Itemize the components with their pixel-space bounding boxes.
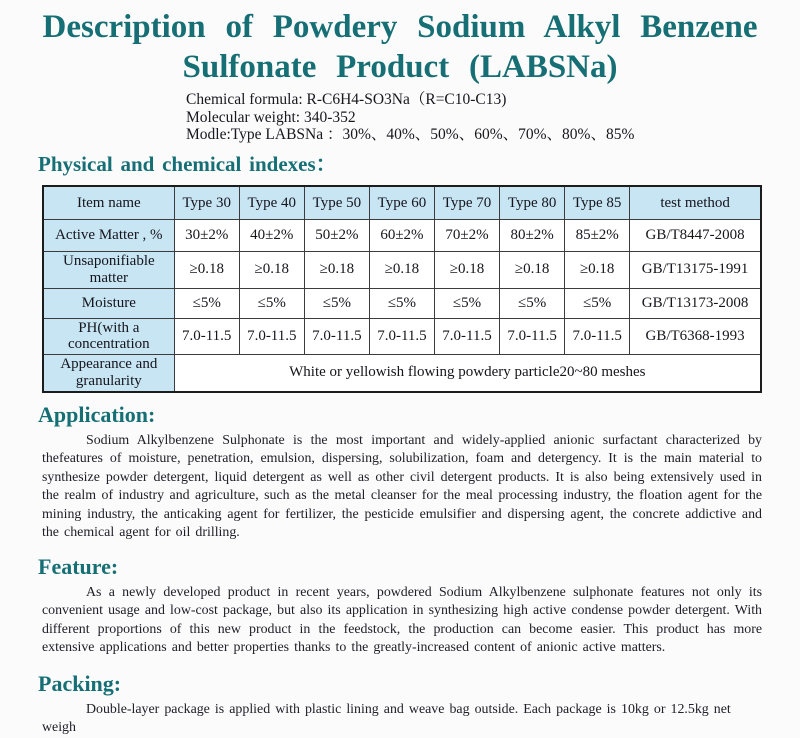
column-header: Type 85 (565, 186, 630, 219)
product-info-block (186, 91, 800, 143)
value-cell: ≥0.18 (500, 251, 565, 288)
value-cell: 7.0-11.5 (239, 318, 304, 355)
value-cell: ≤5% (434, 288, 499, 318)
value-cell: ≥0.18 (174, 251, 239, 288)
feature-heading: Feature: (38, 553, 119, 579)
value-cell: 70±2% (434, 219, 499, 251)
value-cell: ≥0.18 (369, 251, 434, 288)
test-method-cell: GB/T13175-1991 (630, 251, 761, 288)
row-item-name: Unsaponifiable matter (43, 251, 174, 288)
chemical-formula-line: Chemical formula: R-C6H4-SO3Na（R=C10-C13) (186, 91, 507, 109)
row-item-name: Moisture (43, 288, 174, 318)
column-header: Type 50 (304, 186, 369, 219)
value-cell: ≥0.18 (304, 251, 369, 288)
value-cell: ≤5% (565, 288, 630, 318)
test-method-cell: GB/T13173-2008 (630, 288, 761, 318)
table-row (43, 355, 761, 392)
value-cell: 7.0-11.5 (304, 318, 369, 355)
feature-section (0, 554, 800, 658)
page-title-line1: Description of Powdery Sodium Alkyl Benzene (42, 9, 758, 45)
application-text: Sodium Alkylbenzene Sulphonate is the most important and widely-applied anionic surfactant characterized by thefeatures of moisture, penetration, emulsion, dispersing, solubilization, foam and detergency. It is the main material to synthesize powder detergent, liquid detergent as well as other civil detergent products. It is also being extensively used in the realm of industry and agriculture, such as the metal cleanser for the meal processing industry, the floation agent for the mining industry, the anticaking agent for fertilizer, the pesticide emulsifier and dispersing agent, the concrete addictive and the chemical agent for oil drilling. (42, 432, 762, 541)
value-cell: 7.0-11.5 (174, 318, 239, 355)
feature-text: As a newly developed product in recent years, powdered Sodium Alkylbenzene sulphonate features not only its convenient usage and low-cost package, but also its application in synthesizing high active condense powder detergent. With different proportions of this new product in the feedstock, the production can become easier. This product has more extensive applications and better properties thanks to the greatly-increased content of anionic active matters. (42, 584, 762, 656)
value-cell: ≥0.18 (565, 251, 630, 288)
value-cell: 80±2% (500, 219, 565, 251)
value-cell: 7.0-11.5 (565, 318, 630, 355)
value-cell: ≤5% (500, 288, 565, 318)
application-section (0, 402, 800, 543)
value-cell: 7.0-11.5 (500, 318, 565, 355)
packing-heading: Packing: (38, 670, 122, 696)
value-cell: ≤5% (304, 288, 369, 318)
packing-text: Double-layer package is applied with plastic lining and weave bag outside. Each package is 10kg or 12.5kg net weigh (42, 701, 731, 736)
value-cell: ≥0.18 (239, 251, 304, 288)
product-description-page (0, 8, 800, 736)
table-row (43, 318, 761, 355)
value-cell: 40±2% (239, 219, 304, 251)
row-item-name: Appearance and granularity (43, 355, 174, 392)
appearance-value-cell: White or yellowish flowing powdery particle20~80 meshes (174, 355, 761, 392)
value-cell: 30±2% (174, 219, 239, 251)
model-types-line: Modle:Type LABSNa ：30%、40%、50%、60%、70%、80%、85% (186, 126, 635, 143)
test-method-cell: GB/T8447-2008 (630, 219, 761, 251)
column-header: Type 80 (500, 186, 565, 219)
molecular-weight-line: Molecular weight: 340-352 (186, 108, 356, 126)
column-header: Type 70 (434, 186, 499, 219)
table-row (43, 219, 761, 251)
row-item-name: Active Matter , % (43, 219, 174, 251)
page-title-line2: Sulfonate Product (LABSNa) (182, 48, 618, 85)
value-cell: ≤5% (369, 288, 434, 318)
packing-section (0, 671, 800, 738)
column-header: Type 60 (369, 186, 434, 219)
value-cell: ≤5% (174, 288, 239, 318)
table-header-row (43, 186, 761, 219)
test-method-cell: GB/T6368-1993 (630, 318, 761, 355)
column-header: Type 40 (239, 186, 304, 219)
value-cell: 85±2% (565, 219, 630, 251)
page-title (18, 8, 782, 87)
table-row (43, 288, 761, 318)
value-cell: 50±2% (304, 219, 369, 251)
column-header: test method (630, 186, 761, 219)
value-cell: ≥0.18 (434, 251, 499, 288)
column-header: Item name (43, 186, 174, 219)
value-cell: 7.0-11.5 (434, 318, 499, 355)
table-row (43, 251, 761, 288)
value-cell: 7.0-11.5 (369, 318, 434, 355)
indexes-heading: Physical and chemical indexes： (38, 152, 337, 177)
application-heading: Application: (38, 401, 156, 427)
indexes-table (42, 185, 762, 392)
column-header: Type 30 (174, 186, 239, 219)
value-cell: ≤5% (239, 288, 304, 318)
value-cell: 60±2% (369, 219, 434, 251)
row-item-name: PH(with a concentration (43, 318, 174, 355)
